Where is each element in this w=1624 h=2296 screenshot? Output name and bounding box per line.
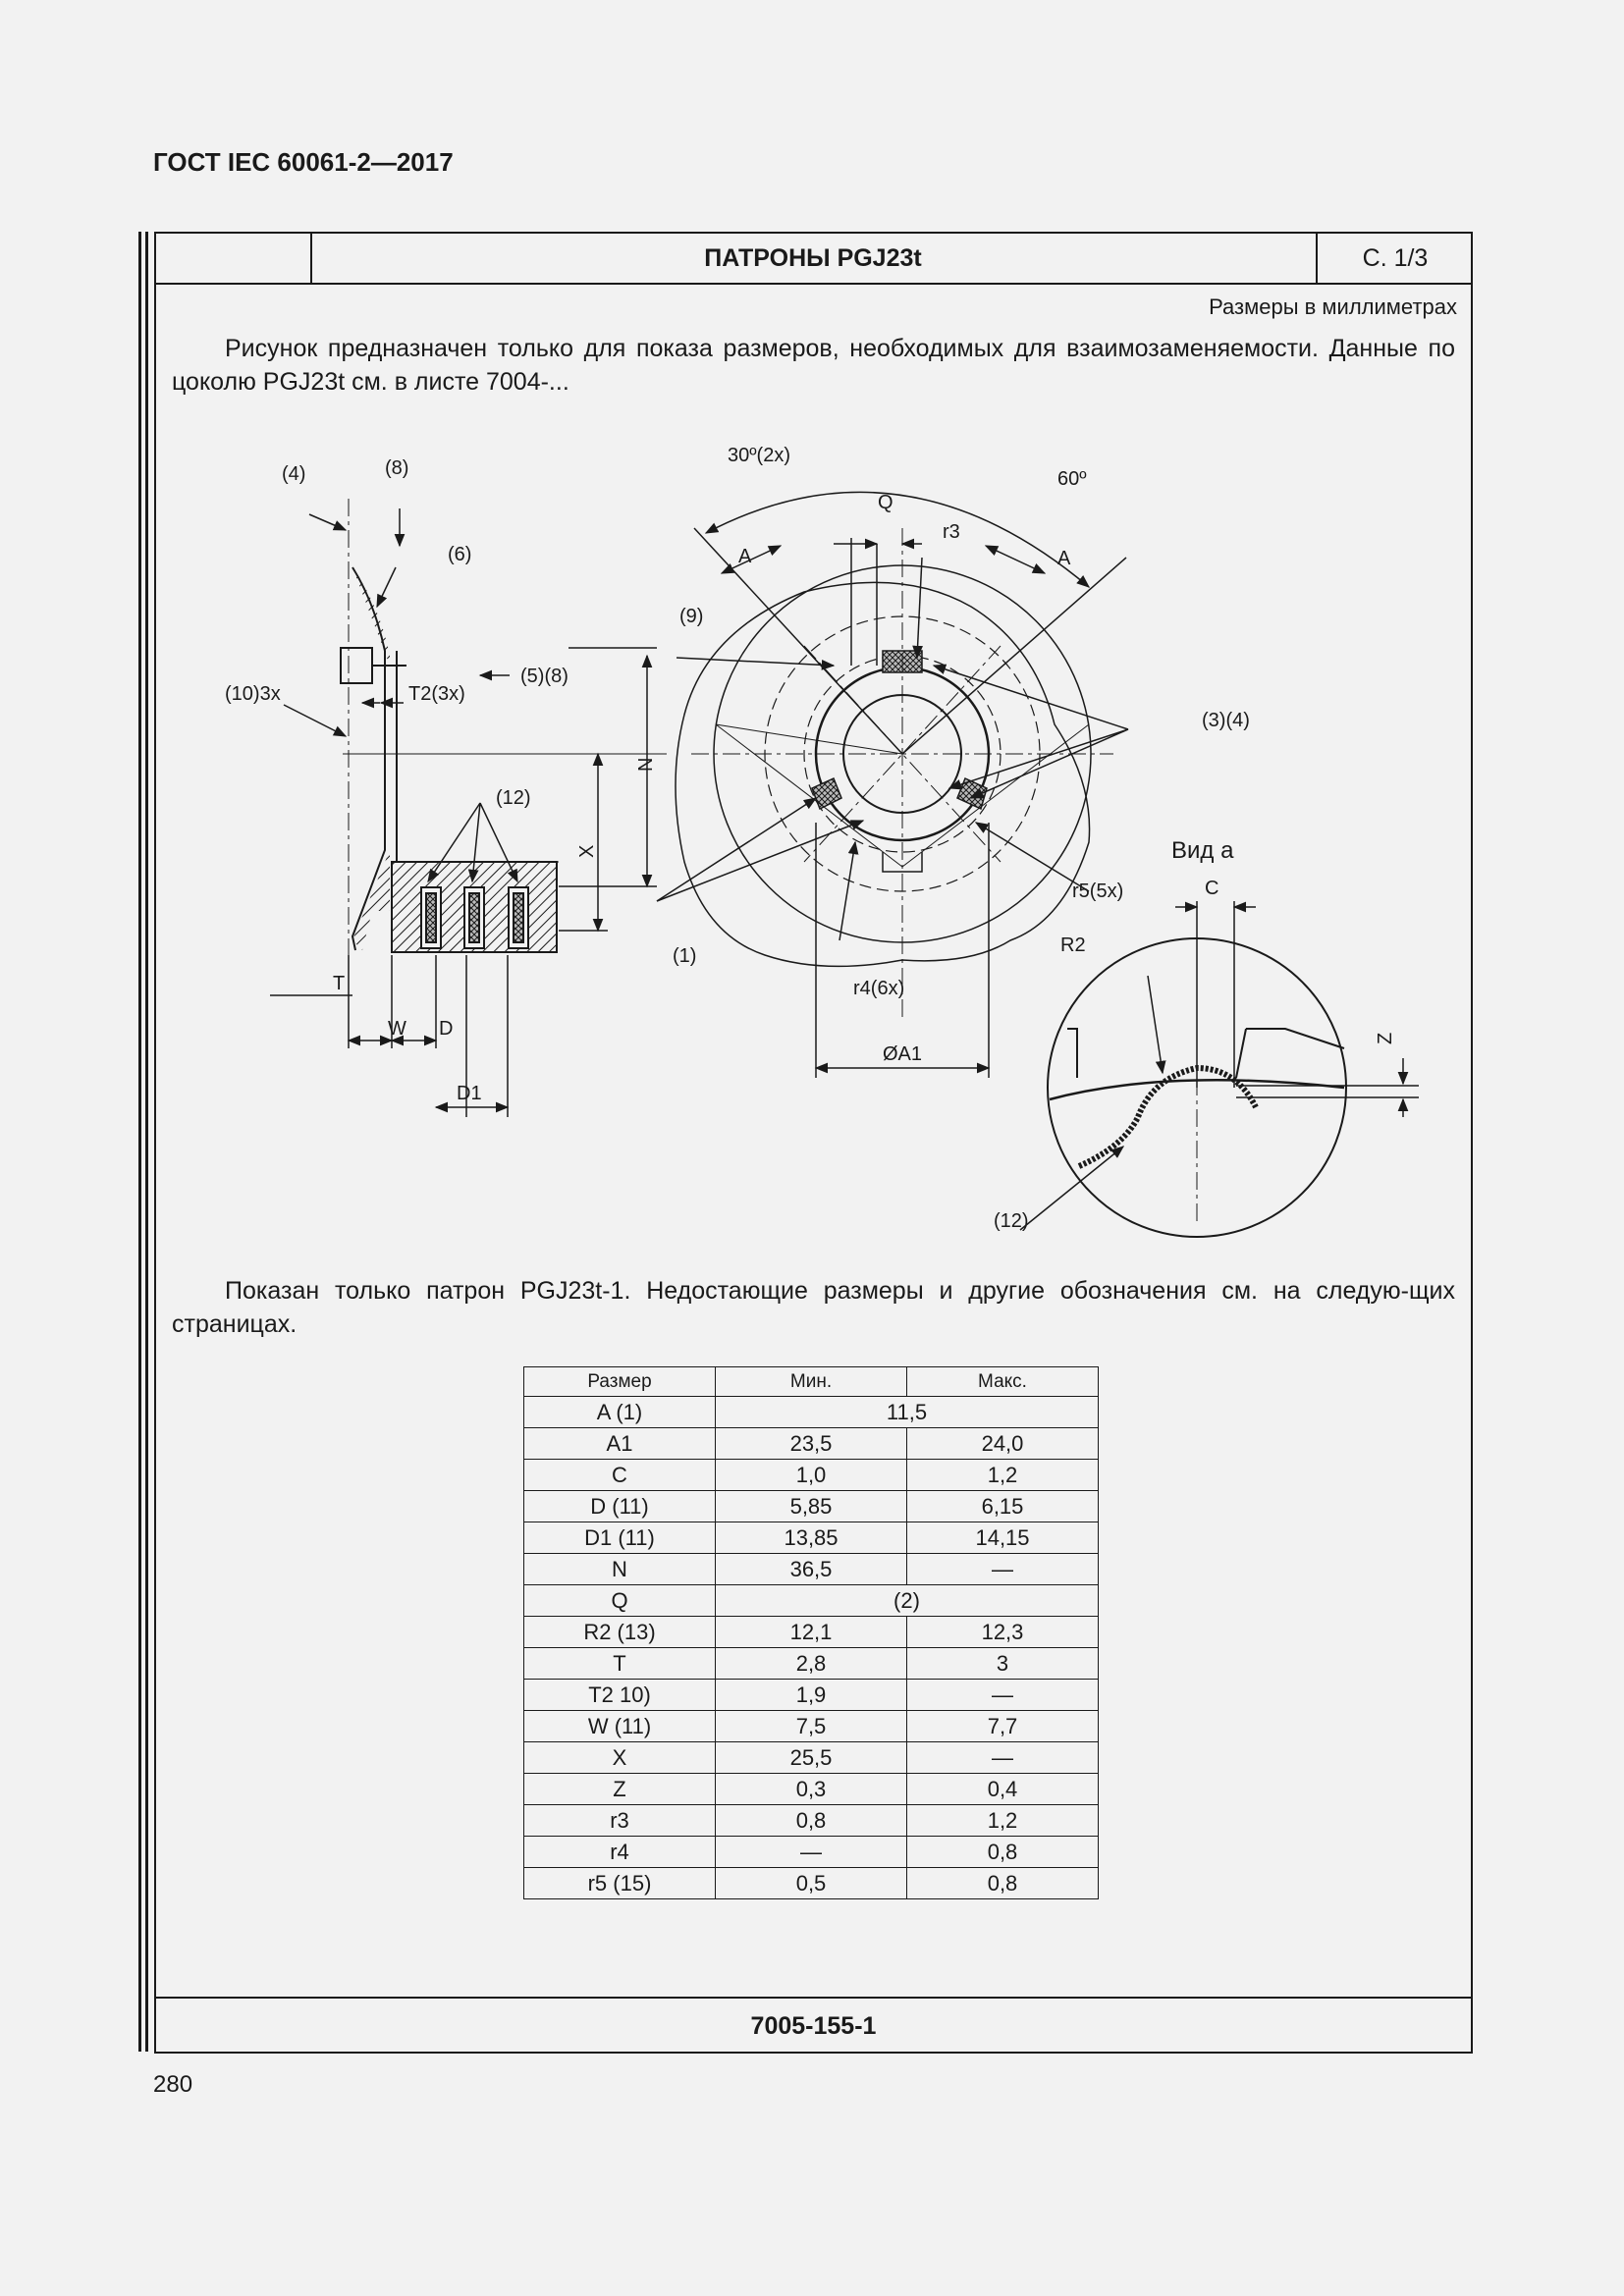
row-name: T — [524, 1648, 716, 1680]
table-row — [524, 1837, 1099, 1868]
table-header-row — [524, 1367, 1099, 1397]
label-5-8: (5)(8) — [520, 666, 568, 687]
sheet-page: С. 1/3 — [1316, 234, 1473, 283]
table-row — [524, 1774, 1099, 1805]
row-max: 0,8 — [907, 1837, 1099, 1868]
row-max: 7,7 — [907, 1711, 1099, 1742]
row-name: W (11) — [524, 1711, 716, 1742]
label-angle-30: 30º(2x) — [728, 445, 790, 466]
label-w: W — [388, 1018, 406, 1040]
units-note: Размеры в миллиметрах — [1209, 294, 1457, 319]
row-name: r4 — [524, 1837, 716, 1868]
label-r5: r5(5x) — [1072, 881, 1124, 902]
row-name: C — [524, 1460, 716, 1491]
row-min: — — [716, 1837, 907, 1868]
row-name: r3 — [524, 1805, 716, 1837]
row-min: 13,85 — [716, 1522, 907, 1554]
table-row — [524, 1491, 1099, 1522]
label-r4: r4(6x) — [853, 978, 905, 999]
row-min: 23,5 — [716, 1428, 907, 1460]
header-min: Мин. — [716, 1367, 907, 1397]
row-name: r5 (15) — [524, 1868, 716, 1899]
label-x: X — [576, 844, 598, 858]
row-min: 0,8 — [716, 1805, 907, 1837]
row-name: T2 10) — [524, 1680, 716, 1711]
label-d: D — [439, 1018, 454, 1040]
row-min: 1,0 — [716, 1460, 907, 1491]
row-max: 1,2 — [907, 1460, 1099, 1491]
row-max: 12,3 — [907, 1617, 1099, 1648]
table-row — [524, 1428, 1099, 1460]
row-name: D1 (11) — [524, 1522, 716, 1554]
row-min: 0,3 — [716, 1774, 907, 1805]
technical-drawing — [156, 234, 1471, 1255]
label-12: (12) — [496, 787, 531, 809]
drawing-labels — [225, 445, 1396, 1232]
row-max: 3 — [907, 1648, 1099, 1680]
label-6: (6) — [448, 544, 472, 565]
row-min: 5,85 — [716, 1491, 907, 1522]
label-angle-60: 60º — [1057, 468, 1087, 490]
table-row — [524, 1554, 1099, 1585]
label-9: (9) — [679, 606, 704, 627]
label-a1: ØA1 — [883, 1043, 923, 1065]
label-a-right: A — [1057, 548, 1071, 569]
row-min: 0,5 — [716, 1868, 907, 1899]
header-max: Макс. — [907, 1367, 1099, 1397]
row-name: Q — [524, 1585, 716, 1617]
row-max: — — [907, 1742, 1099, 1774]
side-view-dimension-lines — [270, 508, 657, 1117]
label-8: (8) — [385, 457, 409, 479]
label-a-left: A — [738, 546, 752, 567]
table-row — [524, 1460, 1099, 1491]
label-n: N — [635, 757, 657, 772]
label-12-detail: (12) — [994, 1210, 1029, 1232]
label-r3: r3 — [943, 521, 960, 543]
table-row — [524, 1648, 1099, 1680]
table-row — [524, 1711, 1099, 1742]
front-view — [676, 528, 1113, 1019]
row-min: 36,5 — [716, 1554, 907, 1585]
row-max: 6,15 — [907, 1491, 1099, 1522]
label-t: T — [333, 973, 346, 994]
sheet-title: ПАТРОНЫ PGJ23t — [704, 244, 922, 272]
row-name: A1 — [524, 1428, 716, 1460]
table-row — [524, 1805, 1099, 1837]
label-q: Q — [878, 492, 893, 513]
table-row — [524, 1742, 1099, 1774]
row-name: N — [524, 1554, 716, 1585]
row-min: 2,8 — [716, 1648, 907, 1680]
frame-margin-line — [138, 232, 141, 2052]
table-row — [524, 1680, 1099, 1711]
row-value: 11,5 — [716, 1397, 1099, 1428]
row-max: 24,0 — [907, 1428, 1099, 1460]
label-c: C — [1205, 878, 1219, 899]
table-row — [524, 1868, 1099, 1899]
row-min: 1,9 — [716, 1680, 907, 1711]
dimensions-table — [523, 1366, 1099, 1899]
row-value: (2) — [716, 1585, 1099, 1617]
frame-margin-line — [145, 232, 148, 2052]
row-max: 0,4 — [907, 1774, 1099, 1805]
sheet-code: 7005-155-1 — [156, 1997, 1471, 2054]
row-name: R2 (13) — [524, 1617, 716, 1648]
note-paragraph: Показан только патрон PGJ23t-1. Недостающие размеры и другие обозначения см. на следую-щих страницах. — [172, 1277, 1455, 1338]
table-row — [524, 1522, 1099, 1554]
row-max: 1,2 — [907, 1805, 1099, 1837]
row-min: 25,5 — [716, 1742, 907, 1774]
row-max: 14,15 — [907, 1522, 1099, 1554]
label-10-3x: (10)3x — [225, 683, 281, 705]
label-3-4: (3)(4) — [1202, 710, 1250, 731]
row-name: Z — [524, 1774, 716, 1805]
label-view-a: Вид а — [1171, 837, 1234, 864]
row-min: 7,5 — [716, 1711, 907, 1742]
side-section-view — [341, 499, 667, 1019]
label-r2: R2 — [1060, 934, 1086, 956]
row-min: 12,1 — [716, 1617, 907, 1648]
row-name: A (1) — [524, 1397, 716, 1428]
label-4: (4) — [282, 463, 306, 485]
header-size: Размер — [524, 1367, 716, 1397]
intro-paragraph: Рисунок предназначен только для показа размеров, необходимых для взаимозаменяемости. Данные по цоколю PGJ23t см. в листе 7004-... — [172, 335, 1455, 396]
table-row — [524, 1397, 1099, 1428]
row-max: — — [907, 1554, 1099, 1585]
table-row — [524, 1617, 1099, 1648]
page-number: 280 — [153, 2071, 193, 2098]
sheet-frame — [154, 232, 1473, 2054]
row-max: — — [907, 1680, 1099, 1711]
label-d1: D1 — [457, 1083, 482, 1104]
label-z: Z — [1375, 1032, 1396, 1044]
row-name: X — [524, 1742, 716, 1774]
table-row — [524, 1585, 1099, 1617]
row-name: D (11) — [524, 1491, 716, 1522]
row-max: 0,8 — [907, 1868, 1099, 1899]
document-header: ГОСТ IEC 60061-2—2017 — [153, 147, 454, 177]
label-1: (1) — [673, 945, 697, 967]
label-t2: T2(3x) — [408, 683, 465, 705]
